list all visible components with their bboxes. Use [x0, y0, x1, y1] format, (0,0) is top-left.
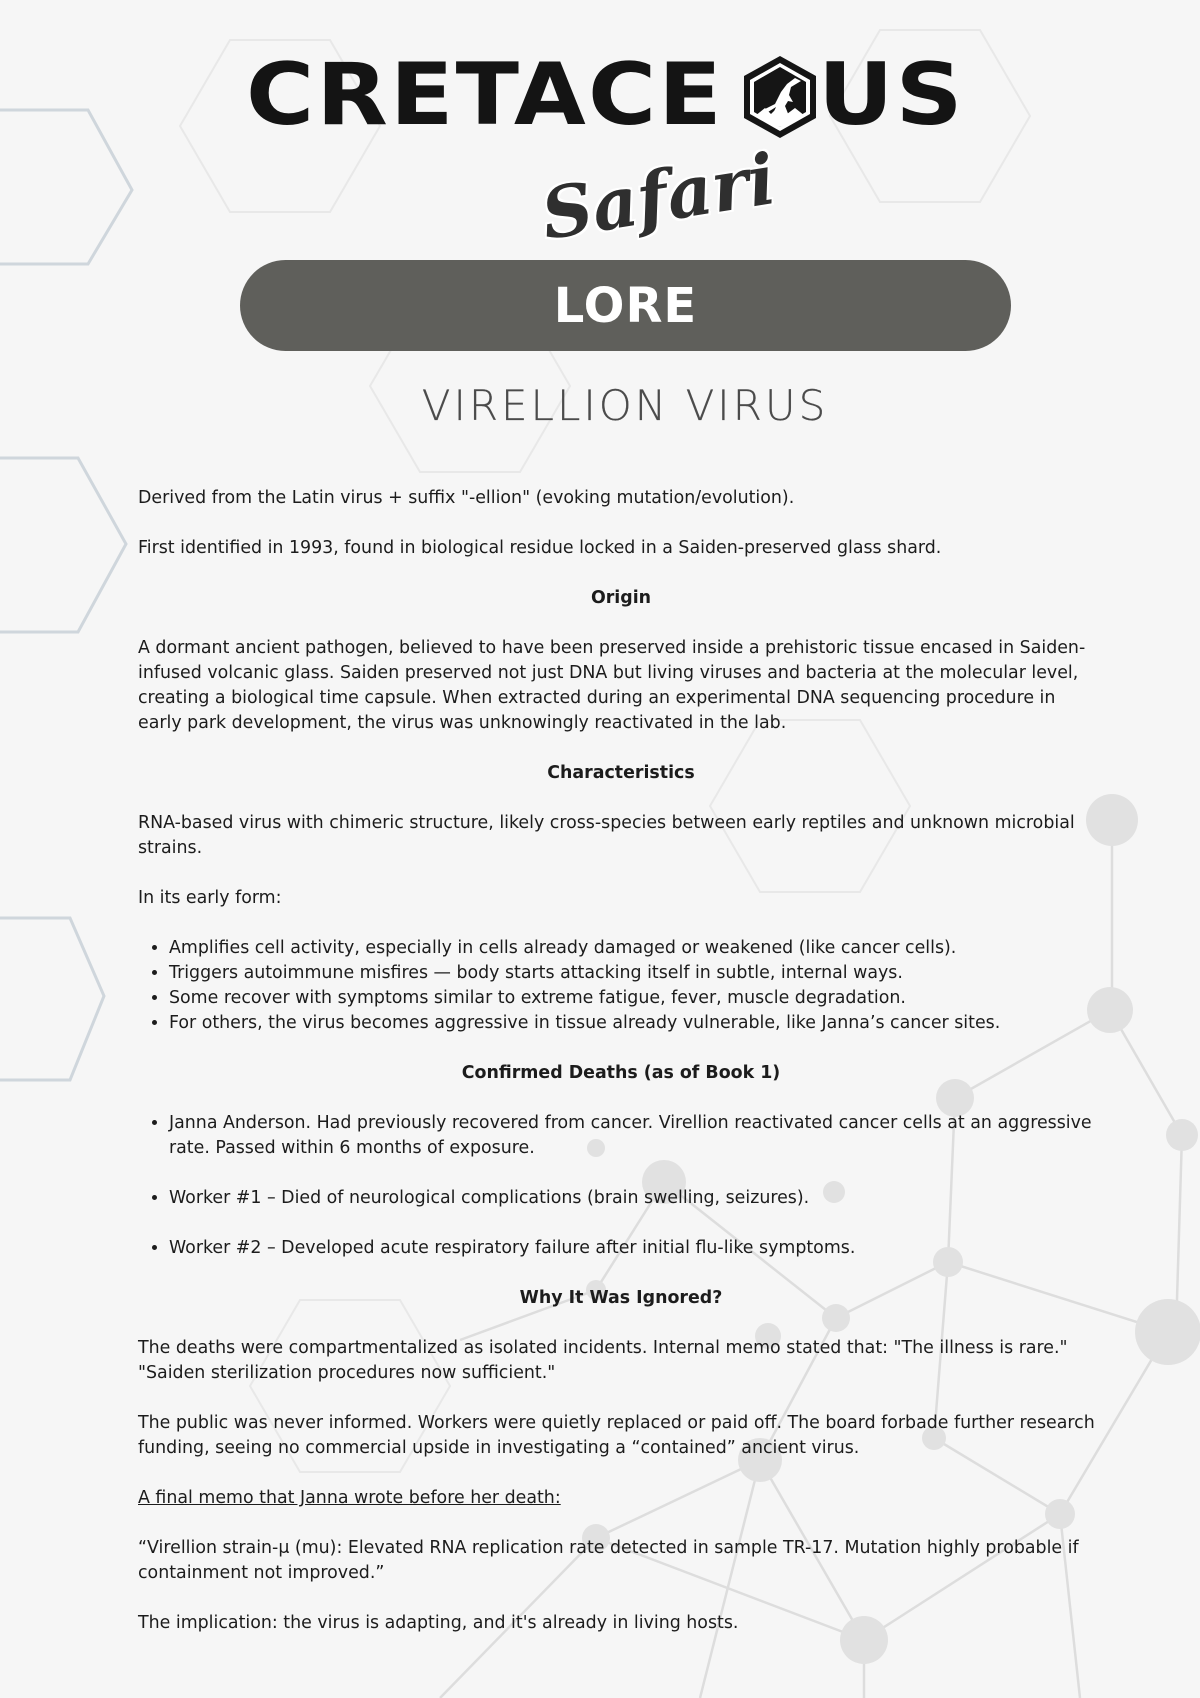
raptor-hexagon-icon — [741, 54, 819, 140]
list-item: • Janna Anderson. Had previously recovered from cancer. Virellion reactivated cancer cells at an aggressive rate. Passed within 6 months of exposure. — [169, 1111, 1104, 1161]
section-banner — [240, 260, 1011, 351]
intro-paragraph: First identified in 1993, found in biological residue locked in a Saiden-preserved glass shard. — [138, 538, 942, 558]
ignored-paragraph: The deaths were compartmentalized as isolated incidents. Internal memo stated that: "The illness is rare." "Saiden sterilization procedures now sufficient." — [138, 1338, 1068, 1383]
cretaceous-safari-logo — [0, 45, 1200, 256]
implication-paragraph: The implication: the virus is adapting, and it's already in living hosts. — [138, 1613, 739, 1633]
logo-wordmark-left: CRETACE — [246, 45, 724, 145]
ignored-paragraph: The public was never informed. Workers were quietly replaced or paid off. The board forbade further research funding, seeing no commercial upside in investigating a “contained” ancient virus. — [138, 1413, 1095, 1458]
characteristics-list — [138, 936, 1104, 1036]
memo-label: A final memo that Janna wrote before her death: — [138, 1488, 561, 1508]
list-item: • For others, the virus becomes aggressive in tissue already vulnerable, like Janna’s cancer sites. — [169, 1011, 1104, 1036]
logo-script-safari: Safari — [535, 137, 781, 256]
deaths-list — [138, 1111, 1104, 1261]
deaths-heading: Confirmed Deaths (as of Book 1) — [461, 1063, 781, 1083]
memo-quote: “Virellion strain-μ (mu): Elevated RNA replication rate detected in sample TR-17. Mutation highly probable if containment not improved.” — [138, 1538, 1079, 1583]
list-item: • Worker #2 – Developed acute respiratory failure after initial flu-like symptoms. — [169, 1236, 1104, 1261]
list-item: • Some recover with symptoms similar to extreme fatigue, fever, muscle degradation. — [169, 986, 1104, 1011]
section-label: LORE — [553, 277, 698, 334]
logo-wordmark-right: US — [818, 45, 965, 145]
origin-paragraph: A dormant ancient pathogen, believed to have been preserved inside a prehistoric tissue encased in Saiden-infused volcanic glass. Saiden preserved not just DNA but living viruses and bacteria at the molecular level, creating a biological time capsule. When extracted during an experimental DNA sequencing procedure in early park development, the virus was unknowingly reactivated in the lab. — [138, 638, 1086, 733]
page-title: VIRELLION VIRUS — [421, 381, 829, 430]
intro-paragraph: Derived from the Latin virus + suffix "-ellion" (evoking mutation/evolution). — [138, 488, 795, 508]
list-item: • Worker #1 – Died of neurological complications (brain swelling, seizures). — [169, 1186, 1104, 1211]
lore-body — [138, 486, 1104, 1661]
ignored-heading: Why It Was Ignored? — [519, 1288, 723, 1308]
characteristics-paragraph: RNA-based virus with chimeric structure, likely cross-species between early reptiles and unknown microbial strains. — [138, 813, 1075, 858]
characteristics-heading: Characteristics — [547, 763, 695, 783]
early-form-label: In its early form: — [138, 888, 282, 908]
list-item: • Amplifies cell activity, especially in cells already damaged or weakened (like cancer cells). — [169, 936, 1104, 961]
list-item: • Triggers autoimmune misfires — body starts attacking itself in subtle, internal ways. — [169, 961, 1104, 986]
origin-heading: Origin — [590, 588, 652, 608]
